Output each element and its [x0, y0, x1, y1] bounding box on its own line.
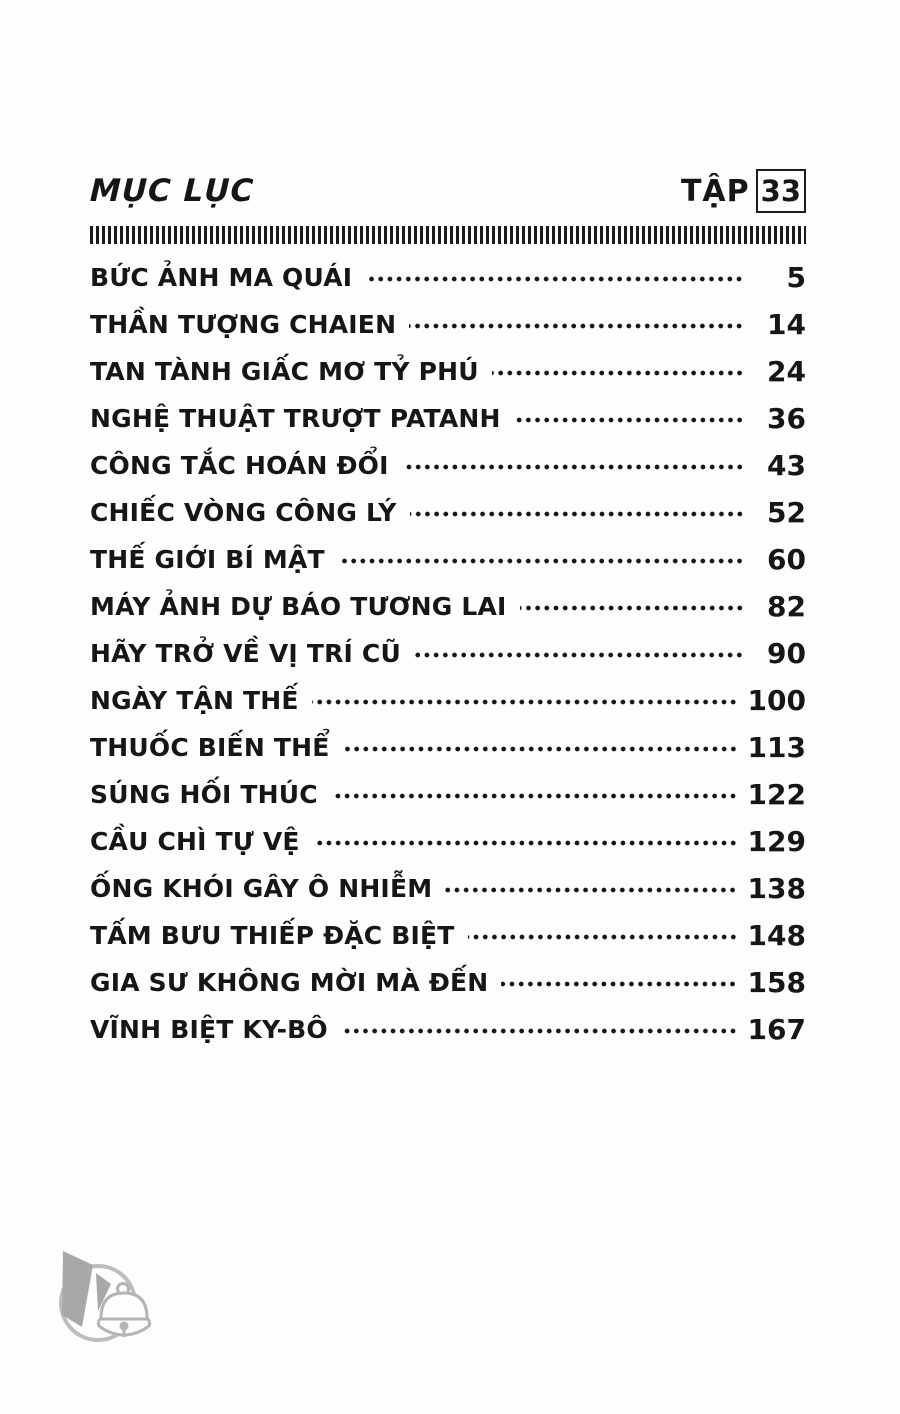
dot-leader [343, 744, 738, 754]
toc-entry [90, 348, 806, 395]
toc-entry-title: MÁY ẢNH DỰ BÁO TƯƠNG LAI [90, 592, 507, 621]
dot-leader [365, 274, 744, 284]
dot-leader [409, 321, 744, 331]
dot-leader [520, 603, 744, 613]
toc-entry-title: TẤM BƯU THIẾP ĐẶC BIỆT [90, 921, 455, 950]
toc-entry [90, 254, 806, 301]
dot-leader [468, 932, 738, 942]
toc-entry-page-number: 148 [747, 919, 806, 952]
dot-leader [341, 1026, 738, 1036]
toc-entry [90, 677, 806, 724]
dot-leader [445, 885, 737, 895]
toc-entry-title: VĨNH BIỆT KY-BÔ [90, 1015, 328, 1044]
dot-leader [514, 415, 744, 425]
toc-entry-title: THẦN TƯỢNG CHAIEN [90, 310, 397, 339]
dot-leader [338, 556, 744, 566]
toc-entry [90, 959, 806, 1006]
toc-entry [90, 818, 806, 865]
page-title: MỤC LỤC [89, 173, 255, 209]
toc-entry-page-number: 24 [767, 355, 806, 388]
dot-leader [501, 979, 737, 989]
publisher-bell-logo [48, 1243, 158, 1343]
toc-entry-title: CẦU CHÌ TỰ VỆ [90, 827, 300, 856]
toc-entry-title: NGÀY TẬN THẾ [90, 686, 299, 715]
toc-entry [90, 630, 806, 677]
toc-entry-title: TAN TÀNH GIẤC MƠ TỶ PHÚ [90, 357, 479, 386]
toc-entry-title: GIA SƯ KHÔNG MỜI MÀ ĐẾN [90, 968, 489, 997]
toc-entry-page-number: 138 [747, 872, 806, 905]
toc-entry-page-number: 60 [767, 543, 806, 576]
toc-entry [90, 912, 806, 959]
dot-leader [410, 509, 745, 519]
toc-entry [90, 442, 806, 489]
toc-entry [90, 395, 806, 442]
toc-entry-title: CHIẾC VÒNG CÔNG LÝ [90, 498, 397, 527]
toc-entry [90, 1006, 806, 1053]
toc-entry-page-number: 5 [786, 261, 806, 294]
logo-sail-shape [62, 1251, 93, 1327]
dot-leader [414, 650, 744, 660]
dot-leader [492, 368, 744, 378]
dot-leader [312, 697, 738, 707]
toc-entry [90, 771, 806, 818]
toc-entry-page-number: 14 [767, 308, 806, 341]
toc-entry-page-number: 43 [767, 449, 806, 482]
toc-entry-title: NGHỆ THUẬT TRƯỢT PATANH [90, 404, 501, 433]
toc-entry-title: BỨC ẢNH MA QUÁI [90, 263, 353, 292]
toc-entry-page-number: 158 [747, 966, 806, 999]
toc-entry-title: ỐNG KHÓI GÂY Ô NHIỄM [90, 874, 433, 903]
toc-entry [90, 583, 806, 630]
toc-entry-page-number: 100 [747, 684, 806, 717]
toc-entry [90, 724, 806, 771]
dot-leader [331, 791, 738, 801]
page-header [90, 168, 806, 214]
toc-entry-page-number: 167 [747, 1013, 806, 1046]
toc-entry [90, 536, 806, 583]
toc-entry-page-number: 129 [747, 825, 806, 858]
toc-list [90, 254, 806, 1053]
volume-label: TẬP [680, 173, 750, 209]
toc-entry-page-number: 90 [767, 637, 806, 670]
toc-entry-title: CÔNG TẮC HOÁN ĐỔI [90, 451, 389, 480]
toc-entry-title: THẾ GIỚI BÍ MẬT [90, 545, 325, 574]
toc-entry-page-number: 113 [747, 731, 806, 764]
volume-number-box: 33 [756, 169, 806, 213]
toc-entry [90, 301, 806, 348]
striped-divider [90, 226, 806, 244]
toc-entry-page-number: 82 [767, 590, 806, 623]
toc-entry-title: SÚNG HỐI THÚC [90, 780, 318, 809]
dot-leader [402, 462, 744, 472]
dot-leader [313, 838, 738, 848]
toc-entry [90, 489, 806, 536]
toc-entry-page-number: 52 [767, 496, 806, 529]
toc-entry-title: THUỐC BIẾN THỂ [90, 733, 330, 762]
toc-entry [90, 865, 806, 912]
toc-entry-title: HÃY TRỞ VỀ VỊ TRÍ CŨ [90, 639, 401, 668]
toc-entry-page-number: 36 [767, 402, 806, 435]
toc-entry-page-number: 122 [747, 778, 806, 811]
volume-indicator [681, 169, 806, 213]
